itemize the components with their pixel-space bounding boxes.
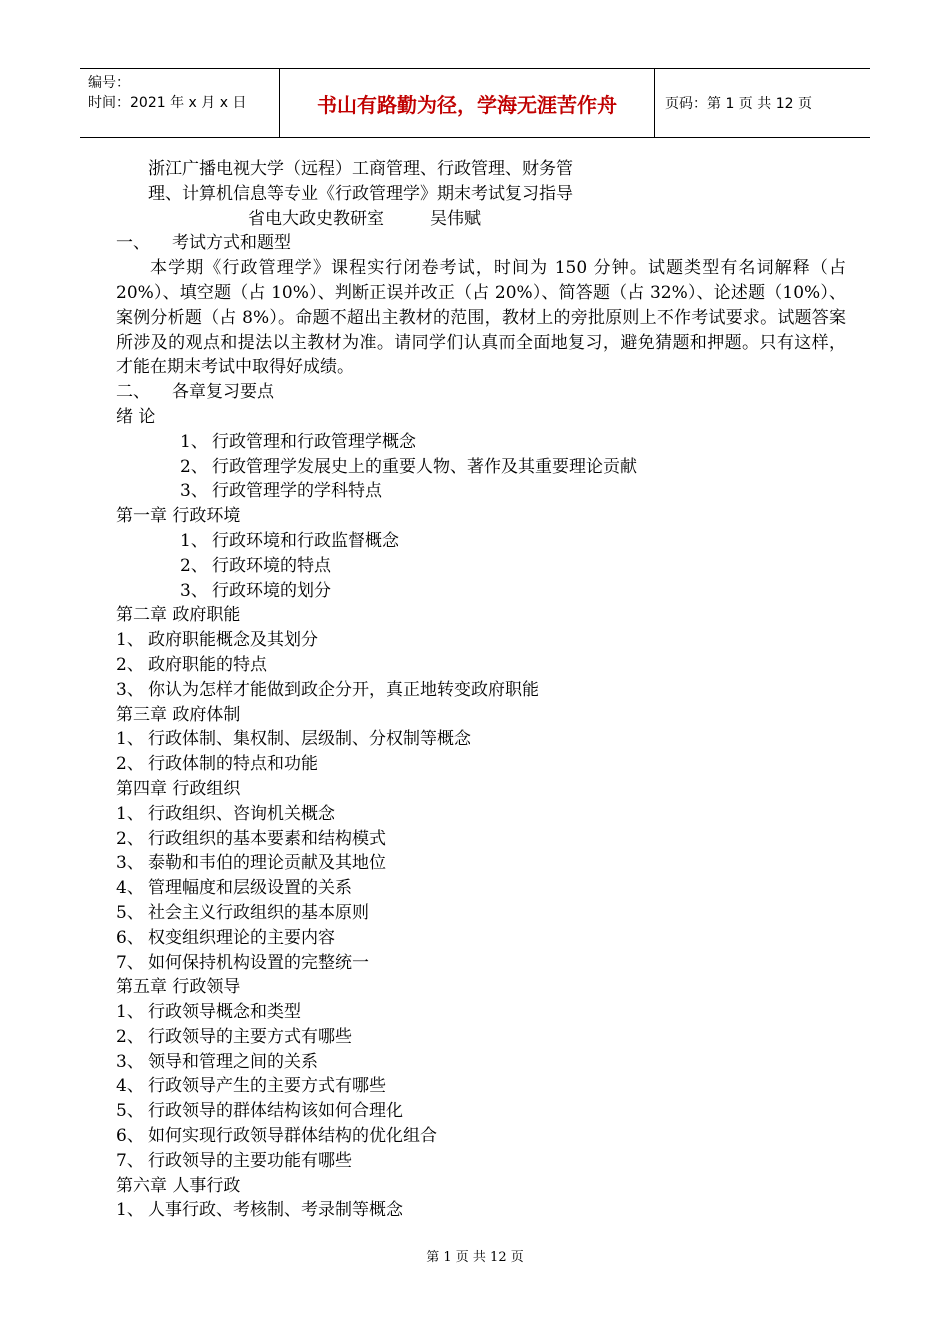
list-item-text: 你认为怎样才能做到政企分开，真正地转变政府职能 [148, 679, 539, 700]
list-item-number: 3、 [116, 1051, 144, 1072]
list-item-text: 行政环境的划分 [212, 580, 331, 601]
document-number-label: 编号： [88, 75, 130, 91]
section-heading-2 [116, 380, 846, 405]
chapter-items-6 [116, 1198, 846, 1223]
list-item-number: 1、 [116, 1200, 144, 1221]
chapter-items-5 [116, 1000, 846, 1174]
list-item-number: 2、 [180, 555, 208, 576]
list-item-number: 1、 [180, 431, 208, 452]
list-item-number: 3、 [116, 853, 144, 874]
chapter-heading-3: 第三章 政府体制 [116, 704, 241, 725]
list-item [116, 1149, 846, 1174]
document-title-line-1: 浙江广播电视大学（远程）工商管理、行政管理、财务管 [148, 159, 573, 179]
list-item [116, 1099, 846, 1124]
list-item-number: 1、 [116, 729, 144, 750]
list-item-number: 3、 [180, 580, 208, 601]
section-title: 各章复习要点 [172, 382, 274, 403]
header-motto: 书山有路勤为径，学海无涯苦作舟 [280, 69, 655, 137]
list-item-text: 人事行政、考核制、考录制等概念 [148, 1200, 403, 1221]
list-item [116, 628, 846, 653]
list-item-number: 5、 [116, 902, 144, 923]
list-item-number: 5、 [116, 1101, 144, 1122]
list-item-text: 政府职能概念及其划分 [148, 630, 318, 651]
list-item [116, 554, 846, 579]
list-item-text: 领导和管理之间的关系 [148, 1051, 318, 1072]
section-number: 二、 [116, 382, 150, 403]
section-number: 一、 [116, 233, 150, 254]
list-item-text: 行政领导产生的主要方式有哪些 [148, 1076, 386, 1097]
list-item-number: 2、 [116, 654, 144, 675]
list-item-number: 2、 [116, 1026, 144, 1047]
chapter-heading-intro: 绪 论 [116, 406, 156, 427]
list-item [116, 951, 846, 976]
header-page-info: 页码：第 1 页 共 12 页 [665, 96, 812, 112]
page-footer: 第 1 页 共 12 页 [426, 1250, 524, 1265]
list-item-number: 2、 [116, 828, 144, 849]
list-item [116, 529, 846, 554]
list-item-text: 权变组织理论的主要内容 [148, 927, 335, 948]
list-item-text: 社会主义行政组织的基本原则 [148, 902, 369, 923]
chapter-items-intro [116, 430, 846, 504]
document-date-label: 时间：2021 年 x 月 x 日 [88, 95, 247, 111]
list-item-text: 行政环境和行政监督概念 [212, 530, 399, 551]
list-item [116, 1124, 846, 1149]
list-item [116, 479, 846, 504]
list-item [116, 727, 846, 752]
list-item-text: 行政领导概念和类型 [148, 1002, 301, 1023]
page-header [80, 68, 870, 138]
list-item [116, 851, 846, 876]
author-organization: 省电大政史教研室 [248, 208, 384, 229]
list-item-number: 4、 [116, 1076, 144, 1097]
header-meta [80, 69, 280, 137]
chapter-items-4 [116, 802, 846, 976]
list-item [116, 678, 846, 703]
list-item-text: 行政体制的特点和功能 [148, 754, 318, 775]
list-item [116, 1000, 846, 1025]
chapter-items-1 [116, 529, 846, 603]
list-item [116, 579, 846, 604]
chapter-heading-2: 第二章 政府职能 [116, 605, 241, 626]
document-body [116, 157, 846, 1223]
chapter-heading-5: 第五章 行政领导 [116, 977, 241, 998]
list-item-text: 行政管理学发展史上的重要人物、著作及其重要理论贡献 [212, 456, 637, 477]
list-item-number: 6、 [116, 927, 144, 948]
list-item-number: 4、 [116, 878, 144, 899]
list-item-text: 行政管理和行政管理学概念 [212, 431, 416, 452]
list-item-number: 1、 [116, 803, 144, 824]
document-title-line-2: 理、计算机信息等专业《行政管理学》期末考试复习指导 [148, 183, 573, 204]
list-item-text: 如何保持机构设置的完整统一 [148, 952, 369, 973]
list-item [116, 1025, 846, 1050]
list-item-number: 6、 [116, 1126, 144, 1147]
list-item-text: 行政领导的主要方式有哪些 [148, 1026, 352, 1047]
list-item-text: 行政体制、集权制、层级制、分权制等概念 [148, 729, 471, 750]
chapter-items-2 [116, 628, 846, 702]
chapter-items-3 [116, 727, 846, 777]
list-item-text: 泰勒和韦伯的理论贡献及其地位 [148, 853, 386, 874]
list-item-text: 行政组织、咨询机关概念 [148, 803, 335, 824]
list-item-text: 如何实现行政领导群体结构的优化组合 [148, 1126, 437, 1147]
list-item [116, 430, 846, 455]
list-item-text: 行政管理学的学科特点 [212, 481, 382, 502]
chapter-heading-6: 第六章 人事行政 [116, 1175, 241, 1196]
chapter-heading-1: 第一章 行政环境 [116, 506, 241, 527]
list-item [116, 752, 846, 777]
list-item-text: 政府职能的特点 [148, 654, 267, 675]
list-item [116, 653, 846, 678]
list-item-text: 行政领导的主要功能有哪些 [148, 1150, 352, 1171]
list-item-text: 管理幅度和层级设置的关系 [148, 878, 352, 899]
author-name: 吴伟赋 [430, 208, 481, 229]
list-item-number: 1、 [116, 1002, 144, 1023]
list-item [116, 1074, 846, 1099]
list-item [116, 876, 846, 901]
section-title: 考试方式和题型 [172, 233, 291, 254]
list-item [116, 827, 846, 852]
list-item-number: 2、 [180, 456, 208, 477]
list-item-number: 3、 [180, 481, 208, 502]
list-item-number: 1、 [180, 530, 208, 551]
list-item [116, 1198, 846, 1223]
list-item-text: 行政组织的基本要素和结构模式 [148, 828, 386, 849]
list-item [116, 926, 846, 951]
exam-description-paragraph: 本学期《行政管理学》课程实行闭卷考试，时间为 150 分钟。试题类型有名词解释（占 20%）、填空题（占 10%）、判断正误并改正（占 20%）、简答题（占 32%）、论述题（10%）、案例分析题（占 8%）。命题不超出主教材的范围，教材上的旁批原则上不作考试要求。试题答案所涉及的观点和提法以主教材为准。请同学们认真而全面地复习，避免猜题和押题。只有这样，才能在期末考试中取得好成绩。 [116, 258, 846, 378]
list-item [116, 455, 846, 480]
list-item-text: 行政环境的特点 [212, 555, 331, 576]
document-author [116, 207, 846, 232]
list-item-number: 1、 [116, 630, 144, 651]
section-heading-1 [116, 231, 846, 256]
list-item-text: 行政领导的群体结构该如何合理化 [148, 1101, 403, 1122]
list-item [116, 802, 846, 827]
list-item [116, 901, 846, 926]
chapter-heading-4: 第四章 行政组织 [116, 778, 241, 799]
list-item-number: 3、 [116, 679, 144, 700]
list-item-number: 7、 [116, 1150, 144, 1171]
list-item-number: 7、 [116, 952, 144, 973]
list-item-number: 2、 [116, 754, 144, 775]
list-item [116, 1050, 846, 1075]
